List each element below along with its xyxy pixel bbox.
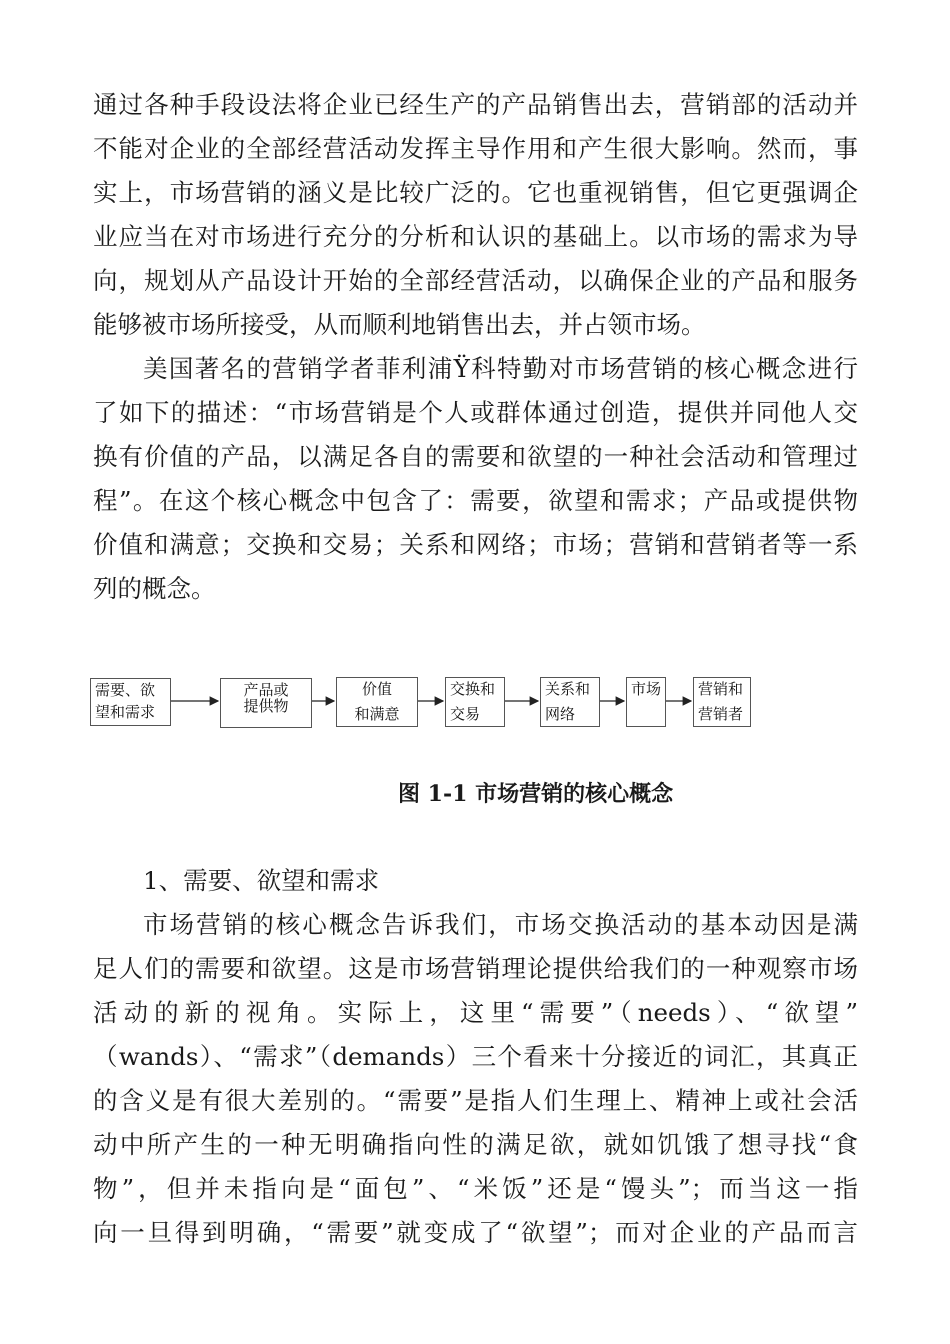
text-line: 通过各种手段设法将企业已经生产的产品销售出去，营销部的活动并 xyxy=(93,90,858,119)
text-line: 了如下的描述：“市场营销是个人或群体通过创造，提供并同他人交 xyxy=(93,398,858,427)
figure-caption: 图 1-1 市场营销的核心概念 xyxy=(398,781,674,807)
text-line: 实上，市场营销的涵义是比较广泛的。它也重视销售，但它更强调企 xyxy=(93,178,858,207)
section-heading: 1、需要、欲望和需求 xyxy=(143,866,380,895)
text-line: （wands）、“需求”（demands）三个看来十分接近的词汇，其真正 xyxy=(93,1042,858,1071)
flow-box-line: 望和需求 xyxy=(95,703,156,721)
flow-box-relationships xyxy=(540,677,600,727)
flow-box-line: 价值 xyxy=(361,680,392,698)
flow-box-marketers xyxy=(693,677,751,727)
flow-box-line: 营销和 xyxy=(698,680,744,698)
flow-box-needs xyxy=(90,678,171,726)
text-line: 的含义是有很大差别的。“需要”是指人们生理上、精神上或社会活 xyxy=(93,1086,858,1115)
flow-box-line: 和满意 xyxy=(354,705,400,723)
flow-box-line: 产品或 xyxy=(243,681,289,699)
flow-box-line: 网络 xyxy=(545,705,576,723)
text-line: 业应当在对市场进行充分的分析和认识的基础上。以市场的需求为导 xyxy=(93,222,858,251)
text-line: 向一旦得到明确，“需要”就变成了“欲望”；而对企业的产品而言 xyxy=(93,1218,858,1247)
text-line: 市场营销的核心概念告诉我们，市场交换活动的基本动因是满 xyxy=(143,910,858,939)
text-line: 活动的新的视角。实际上，这里“需要”（needs）、“欲望” xyxy=(93,998,858,1027)
flow-box-value xyxy=(336,677,418,727)
flow-box-products xyxy=(220,678,312,728)
flow-box-line: 市场 xyxy=(631,680,662,698)
flow-box-line: 需要、欲 xyxy=(95,681,156,699)
text-line: 换有价值的产品，以满足各自的需要和欲望的一种社会活动和管理过 xyxy=(93,442,858,471)
text-line: 价值和满意；交换和交易；关系和网络；市场；营销和营销者等一系 xyxy=(93,530,858,559)
flow-box-line: 提供物 xyxy=(243,697,289,715)
text-line: 向，规划从产品设计开始的全部经营活动，以确保企业的产品和服务 xyxy=(93,266,858,295)
flow-box-line: 交易 xyxy=(450,705,481,723)
text-line: 程”。在这个核心概念中包含了：需要，欲望和需求；产品或提供物 xyxy=(93,486,858,515)
flow-box-exchange xyxy=(445,677,505,727)
text-line: 物”，但并未指向是“面包”、“米饭”还是“馒头”；而当这一指 xyxy=(93,1174,858,1203)
flow-box-line: 营销者 xyxy=(698,705,744,723)
flow-box-line: 交换和 xyxy=(450,680,496,698)
text-line: 动中所产生的一种无明确指向性的满足欲，就如饥饿了想寻找“食 xyxy=(93,1130,858,1159)
text-line: 足人们的需要和欲望。这是市场营销理论提供给我们的一种观察市场 xyxy=(93,954,858,983)
text-line: 不能对企业的全部经营活动发挥主导作用和产生很大影响。然而，事 xyxy=(93,134,858,163)
text-line: 美国著名的营销学者菲利浦Ÿ科特勤对市场营销的核心概念进行 xyxy=(143,354,858,383)
text-line: 列的概念。 xyxy=(93,574,216,603)
text-line: 能够被市场所接受，从而顺利地销售出去，并占领市场。 xyxy=(93,310,706,339)
flow-box-market xyxy=(626,677,666,727)
flow-box-line: 关系和 xyxy=(545,680,591,698)
